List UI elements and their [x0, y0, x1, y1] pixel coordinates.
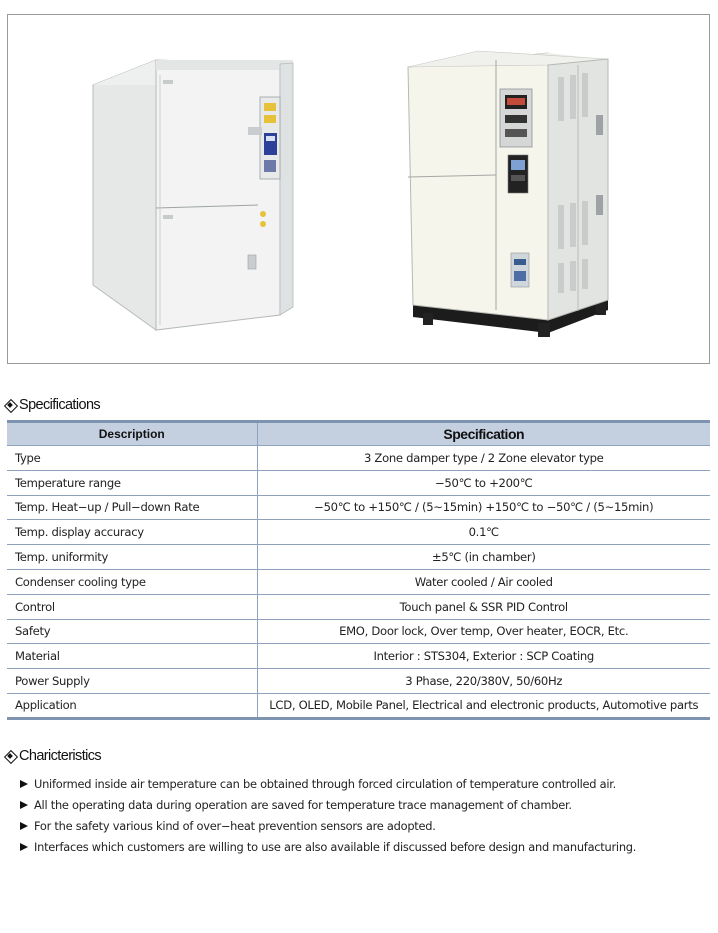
table-row	[7, 545, 710, 570]
diamond-bullet-icon	[4, 399, 16, 411]
table-row	[7, 495, 710, 520]
characteristics-heading-text: Charicteristics	[19, 748, 102, 764]
specifications-table	[7, 420, 710, 720]
row-description: Temp. Heat−up / Pull−down Rate	[7, 495, 257, 520]
table-row	[7, 470, 710, 495]
row-description: Temp. display accuracy	[7, 520, 257, 545]
specifications-heading	[4, 397, 100, 413]
list-item	[20, 773, 636, 794]
table-row	[7, 669, 710, 694]
row-description: Condenser cooling type	[7, 569, 257, 594]
triangle-bullet-icon	[20, 780, 28, 788]
diamond-bullet-icon	[4, 750, 16, 762]
row-specification: Interior : STS304, Exterior : SCP Coating	[257, 644, 710, 669]
column-header-description: Description	[7, 422, 257, 446]
characteristics-list	[20, 773, 636, 857]
row-description: Control	[7, 594, 257, 619]
characteristics-heading	[4, 748, 101, 764]
row-description: Safety	[7, 619, 257, 644]
row-specification: 0.1℃	[257, 520, 710, 545]
row-specification: Water cooled / Air cooled	[257, 569, 710, 594]
row-specification: ±5℃ (in chamber)	[257, 545, 710, 570]
table-row	[7, 693, 710, 718]
list-item	[20, 794, 636, 815]
right-chamber-image	[408, 51, 608, 337]
row-description: Application	[7, 693, 257, 718]
list-item	[20, 815, 636, 836]
table-header-row	[7, 422, 710, 446]
row-specification: −50℃ to +200℃	[257, 470, 710, 495]
table-row	[7, 520, 710, 545]
row-description: Temperature range	[7, 470, 257, 495]
row-specification: 3 Phase, 220/380V, 50/60Hz	[257, 669, 710, 694]
row-description: Temp. uniformity	[7, 545, 257, 570]
list-item-text: For the safety various kind of over−heat prevention sensors are adopted.	[34, 818, 436, 833]
column-header-specification: Specification	[257, 422, 710, 446]
left-chamber-image	[93, 60, 293, 330]
row-specification: Touch panel & SSR PID Control	[257, 594, 710, 619]
triangle-bullet-icon	[20, 843, 28, 851]
table-row	[7, 644, 710, 669]
chamber-illustration	[8, 15, 710, 364]
table-row	[7, 619, 710, 644]
triangle-bullet-icon	[20, 801, 28, 809]
row-description: Type	[7, 446, 257, 471]
table-row	[7, 446, 710, 471]
row-specification: −50℃ to +150℃ / (5∼15min) +150℃ to −50℃ / (5∼15min)	[257, 495, 710, 520]
table-row	[7, 569, 710, 594]
list-item	[20, 836, 636, 857]
table-row	[7, 594, 710, 619]
row-description: Material	[7, 644, 257, 669]
list-item-text: Interfaces which customers are willing to use are also available if discussed before design and manufacturing.	[34, 839, 637, 854]
triangle-bullet-icon	[20, 822, 28, 830]
list-item-text: All the operating data during operation are saved for temperature trace management of chamber.	[34, 797, 572, 812]
specifications-heading-text: Specifications	[19, 397, 101, 413]
row-specification: 3 Zone damper type / 2 Zone elevator type	[257, 446, 710, 471]
list-item-text: Uniformed inside air temperature can be obtained through forced circulation of temperature controlled air.	[34, 776, 617, 791]
row-description: Power Supply	[7, 669, 257, 694]
row-specification: EMO, Door lock, Over temp, Over heater, EOCR, Etc.	[257, 619, 710, 644]
product-photo	[7, 14, 710, 364]
row-specification: LCD, OLED, Mobile Panel, Electrical and electronic products, Automotive parts	[257, 693, 710, 718]
